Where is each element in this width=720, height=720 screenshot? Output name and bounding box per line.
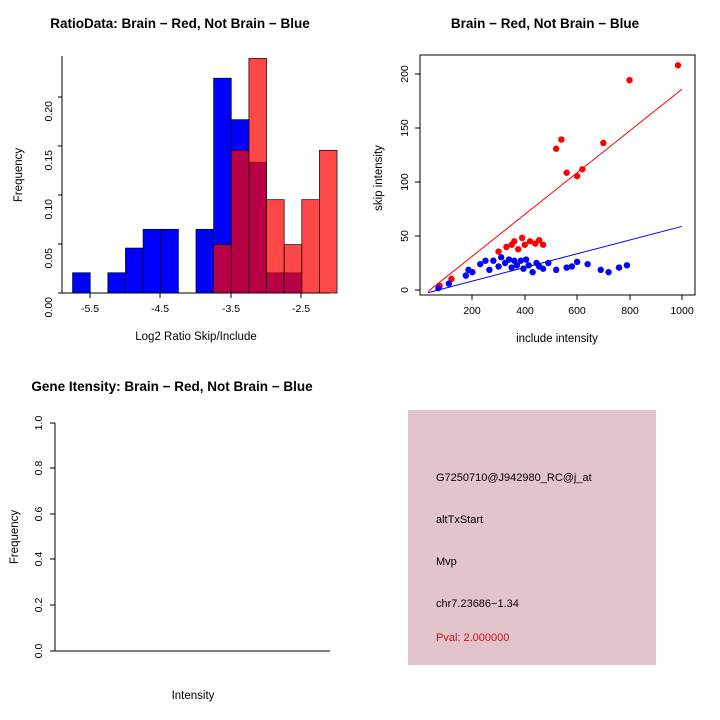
hist-ratio-xtick-0: -5.5 [80, 303, 100, 315]
scatter-point [523, 256, 529, 262]
scatter-point [616, 264, 622, 270]
hist-ratio-bar-brain [284, 245, 302, 293]
scatter-ytick-4: 200 [399, 65, 411, 83]
hist-ratio-x-ticks [81, 293, 310, 315]
scatter-point [469, 269, 475, 275]
panel-scatter [360, 0, 720, 360]
scatter-point [558, 136, 564, 142]
scatter-point [520, 266, 526, 272]
scatter-point [675, 62, 681, 68]
scatter-point [515, 246, 521, 252]
scatter-point [605, 269, 611, 275]
hist-ratio-ytick-2: 0.10 [43, 199, 55, 220]
scatter-xtick-1: 400 [516, 305, 534, 317]
scatter-point [446, 280, 452, 286]
panel-hist-intensity [0, 360, 360, 720]
scatter-point [553, 267, 559, 273]
scatter-ytick-1: 50 [399, 230, 411, 242]
hist-ratio-xtick-2: -3.5 [221, 303, 241, 315]
scatter-title: Brain − Red, Not Brain − Blue [450, 16, 640, 31]
hist-intensity-xlabel: Intensity [171, 690, 215, 702]
hist-ratio-ytick-0: 0.00 [43, 297, 55, 318]
hist-intensity-svg [0, 360, 360, 720]
hist-ratio-bar-brain [319, 150, 337, 293]
scatter-x-ticks [463, 295, 694, 317]
scatter-ylabel: skip intensity [373, 145, 385, 211]
scatter-point [486, 267, 492, 273]
scatter-point [495, 263, 501, 269]
info-pval: Pval: 2.000000 [436, 632, 510, 644]
scatter-point [563, 170, 569, 176]
panel-hist-ratio [0, 0, 360, 360]
scatter-point [495, 248, 501, 254]
info-locus: chr7.23686−1.34 [436, 598, 519, 610]
scatter-point [477, 261, 483, 267]
scatter-xtick-3: 800 [621, 305, 639, 317]
hist-ratio-ytick-3: 0.15 [43, 150, 55, 171]
hist-ratio-xlabel: Log2 Ratio Skip/Include [135, 331, 257, 343]
hist-ratio-bar-not-brain [196, 229, 214, 293]
hist-ratio-bar-brain [302, 200, 320, 293]
hist-ratio-bar-brain [267, 200, 285, 293]
scatter-point [624, 262, 630, 268]
scatter-y-ticks [399, 65, 420, 293]
hist-ratio-bars [73, 58, 337, 293]
hist-ratio-title: RatioData: Brain − Red, Not Brain − Blue [50, 16, 310, 31]
scatter-point [553, 146, 559, 152]
hist-intensity-ylabel: Frequency [9, 509, 21, 565]
hist-ratio-bar-not-brain [108, 273, 126, 293]
scatter-svg [360, 0, 720, 360]
hist-ratio-bar-not-brain [143, 229, 161, 293]
scatter-red-line [428, 89, 682, 291]
scatter-point [522, 242, 528, 248]
hist-ratio-y-ticks [43, 97, 62, 317]
hist-intensity-ytick-4: 0.8 [33, 460, 45, 476]
hist-ratio-bar-not-brain [125, 248, 143, 293]
scatter-ytick-2: 100 [399, 173, 411, 191]
scatter-point [540, 266, 546, 272]
scatter-point [540, 242, 546, 248]
hist-intensity-ytick-5: 1.0 [33, 415, 45, 431]
scatter-point [545, 260, 551, 266]
scatter-point [482, 258, 488, 264]
scatter-blue-line [428, 226, 682, 292]
scatter-point [626, 77, 632, 83]
info-box [408, 410, 656, 665]
scatter-point [511, 238, 517, 244]
hist-ratio-svg [0, 0, 360, 360]
hist-ratio-bar-brain [231, 150, 249, 293]
hist-ratio-ytick-4: 0.20 [43, 101, 55, 122]
hist-ratio-bar-brain [214, 245, 232, 293]
hist-ratio-ylabel: Frequency [13, 147, 25, 203]
hist-ratio-xtick-3: -2.5 [291, 303, 311, 315]
info-feature: altTxStart [436, 514, 484, 526]
hist-intensity-y-ticks [33, 416, 55, 659]
info-probe-id: G7250710@J942980_RC@j_at [436, 472, 592, 484]
scatter-ytick-3: 150 [399, 119, 411, 137]
hist-ratio-bar-not-brain [73, 273, 91, 293]
hist-ratio-xtick-1: -4.5 [150, 303, 170, 315]
scatter-point [519, 235, 525, 241]
hist-ratio-bar-not-brain [161, 229, 179, 293]
scatter-point [435, 285, 441, 291]
scatter-xtick-0: 200 [463, 305, 481, 317]
scatter-reference-lines [428, 89, 682, 292]
scatter-point [463, 272, 469, 278]
hist-intensity-title: Gene Itensity: Brain − Red, Not Brain − Blue [31, 379, 313, 394]
scatter-point [574, 259, 580, 265]
info-gene: Mvp [436, 556, 457, 568]
scatter-point [569, 263, 575, 269]
scatter-ytick-0: 0 [399, 287, 411, 293]
hist-ratio-bar-brain [249, 58, 267, 293]
scatter-xtick-2: 600 [568, 305, 586, 317]
hist-ratio-ytick-1: 0.05 [43, 248, 55, 269]
scatter-point [490, 258, 496, 264]
scatter-point [584, 261, 590, 267]
scatter-point [529, 269, 535, 275]
panel-info [360, 360, 720, 720]
scatter-point [525, 262, 531, 268]
scatter-xtick-4: 1000 [670, 305, 694, 317]
hist-intensity-ytick-0: 0.0 [33, 643, 45, 659]
scatter-point [598, 267, 604, 273]
hist-intensity-ytick-3: 0.6 [33, 506, 45, 522]
scatter-point [579, 166, 585, 172]
scatter-xlabel: include intensity [516, 333, 598, 345]
hist-intensity-ytick-1: 0.2 [33, 597, 45, 613]
hist-intensity-ytick-2: 0.4 [33, 551, 45, 567]
scatter-point [498, 254, 504, 260]
scatter-point [574, 173, 580, 179]
scatter-point [600, 140, 606, 146]
